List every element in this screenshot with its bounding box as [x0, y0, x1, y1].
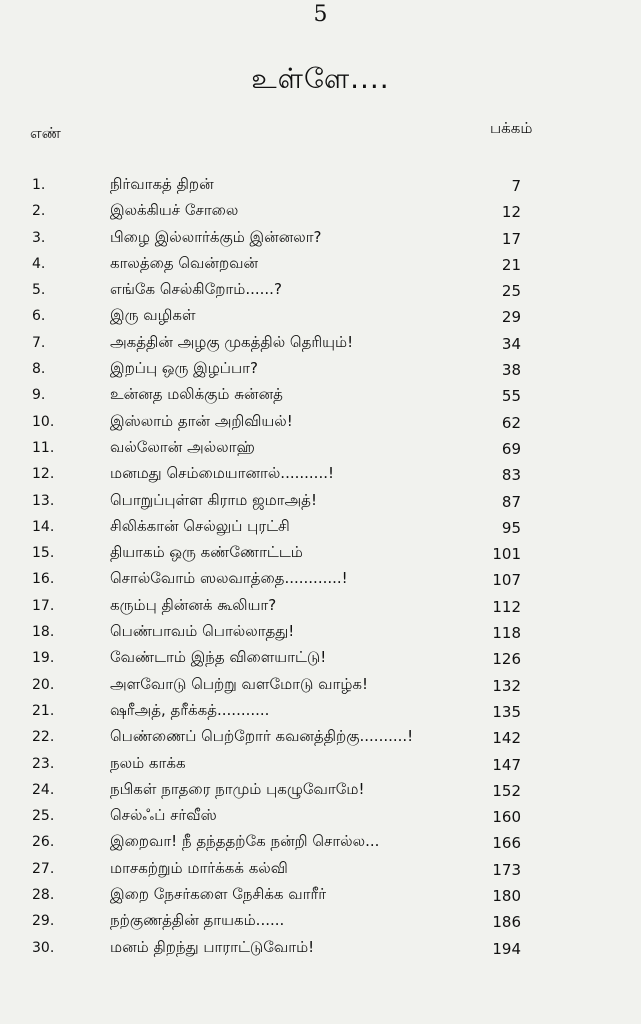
- entry-number: 2.: [32, 203, 46, 220]
- toc-entry: [0, 568, 641, 594]
- entry-title: வேண்டாம் இந்த விளையாட்டு!: [110, 648, 327, 667]
- toc-entry: [0, 411, 641, 437]
- entry-page-number: 118: [492, 624, 521, 643]
- entry-page-number: 180: [492, 887, 521, 906]
- entry-page-number: 147: [492, 755, 521, 774]
- toc-entry: [0, 910, 641, 936]
- entry-title: உன்னத மலிக்கும் சுன்னத்: [110, 385, 283, 404]
- toc-entry: [0, 253, 641, 279]
- entry-number: 11.: [32, 439, 55, 456]
- entry-number: 28.: [32, 887, 55, 904]
- entry-title: பொறுப்புள்ள கிராம ஜமாஅத்!: [110, 490, 317, 509]
- entry-number: 25.: [32, 808, 55, 825]
- entry-number: 16.: [32, 571, 55, 588]
- entry-page-number: 186: [492, 913, 521, 932]
- entry-number: 1.: [32, 177, 46, 193]
- entry-number: 22.: [32, 729, 55, 746]
- entry-page-number: 152: [492, 781, 521, 800]
- toc-entry: [0, 858, 641, 884]
- toc-entry: [0, 437, 641, 463]
- entry-number: 13.: [32, 492, 55, 509]
- entry-number: 26.: [32, 834, 55, 851]
- entry-title: ஷரீஅத், தரீக்கத்...........: [110, 700, 270, 719]
- entry-number: 5.: [32, 282, 46, 299]
- entry-number: 7.: [32, 334, 46, 351]
- entry-page-number: 62: [501, 413, 521, 432]
- entry-title: பெண்பாவம் பொல்லாதது!: [110, 622, 295, 641]
- toc-entry: [0, 884, 641, 910]
- entry-number: 21.: [32, 702, 55, 719]
- entry-title: வல்லோன் அல்லாஹ்: [110, 437, 255, 456]
- entry-title: பெண்ணைப் பெற்றோர் கவனத்திற்கு..........!: [110, 727, 414, 746]
- entry-page-number: 55: [501, 387, 521, 406]
- entry-title: மாசகற்றும் மார்க்கக் கல்வி: [110, 858, 288, 877]
- toc-entry: [0, 279, 641, 305]
- toc-entry: [0, 700, 641, 726]
- table-of-contents: [0, 174, 641, 963]
- entry-number: 18.: [32, 624, 55, 641]
- entry-number: 24.: [32, 781, 55, 798]
- entry-title: நலம் காக்க: [110, 753, 186, 772]
- entry-title: நற்குணத்தின் தாயகம்......: [110, 911, 285, 930]
- entry-title: இறைவா! நீ தந்ததற்கே நன்றி சொல்ல...: [110, 832, 380, 851]
- entry-title: பிழை இல்லார்க்கும் இன்னலா?: [110, 227, 322, 246]
- entry-number: 14.: [32, 518, 55, 535]
- entry-number: 4.: [32, 255, 46, 272]
- entry-page-number: 101: [492, 545, 521, 564]
- entry-number: 19.: [32, 650, 55, 667]
- toc-entry: [0, 463, 641, 489]
- column-header-number: எண்: [30, 124, 61, 142]
- entry-page-number: 166: [492, 834, 521, 853]
- toc-entry: [0, 753, 641, 779]
- entry-page-number: 69: [501, 439, 521, 458]
- entry-title: சிலிக்கான் செல்லுப் புரட்சி: [110, 516, 290, 535]
- toc-entry: [0, 831, 641, 857]
- entry-title: இலக்கியச் சோலை: [110, 201, 239, 220]
- entry-title: கரும்பு தின்னக் கூலியா?: [110, 595, 277, 614]
- toc-entry: [0, 332, 641, 358]
- entry-page-number: 7: [511, 177, 521, 195]
- entry-title: மனமது செம்மையானால்..........!: [110, 464, 335, 483]
- toc-entry: [0, 621, 641, 647]
- entry-number: 10.: [32, 413, 55, 430]
- toc-entry: [0, 674, 641, 700]
- toc-entry: [0, 305, 641, 331]
- entry-number: 30.: [32, 939, 55, 956]
- entry-page-number: 25: [501, 282, 521, 301]
- entry-page-number: 107: [492, 571, 521, 590]
- entry-number: 29.: [32, 913, 55, 930]
- toc-entry: [0, 779, 641, 805]
- entry-title: நிர்வாகத் திறன்: [110, 175, 214, 193]
- entry-page-number: 95: [501, 518, 521, 537]
- entry-page-number: 87: [501, 492, 521, 511]
- toc-entry: [0, 200, 641, 226]
- toc-entry: [0, 647, 641, 673]
- toc-entry: [0, 595, 641, 621]
- entry-title: அளவோடு பெற்று வளமோடு வாழ்க!: [110, 674, 369, 693]
- entry-page-number: 126: [492, 650, 521, 669]
- entry-page-number: 17: [501, 229, 521, 248]
- entry-page-number: 132: [492, 676, 521, 695]
- entry-number: 17.: [32, 597, 55, 614]
- toc-entry: [0, 384, 641, 410]
- entry-number: 27.: [32, 860, 55, 877]
- entry-page-number: 135: [492, 702, 521, 721]
- entry-page-number: 12: [501, 203, 521, 222]
- entry-title: இறை நேசர்களை நேசிக்க வாரீர்: [110, 885, 327, 904]
- entry-page-number: 83: [501, 466, 521, 485]
- entry-number: 23.: [32, 755, 55, 772]
- entry-title: சொல்வோம் ஸலவாத்தை............!: [110, 569, 348, 588]
- page-number: 5: [313, 2, 328, 27]
- entry-title: காலத்தை வென்றவன்: [110, 253, 259, 272]
- entry-page-number: 112: [492, 597, 521, 616]
- entry-title: மனம் திறந்து பாராட்டுவோம்!: [110, 937, 315, 956]
- entry-title: இறப்பு ஒரு இழப்பா?: [110, 359, 258, 378]
- entry-number: 15.: [32, 545, 55, 562]
- entry-page-number: 173: [492, 860, 521, 879]
- entry-number: 3.: [32, 229, 46, 246]
- entry-title: செல்ஃப் சர்வீஸ்: [110, 806, 217, 825]
- entry-title: எங்கே செல்கிறோம்......?: [110, 280, 282, 299]
- page-title: உள்ளே....: [251, 62, 390, 95]
- column-header-page: பக்கம்: [490, 119, 533, 137]
- entry-page-number: 21: [501, 255, 521, 274]
- entry-page-number: 38: [501, 361, 521, 380]
- entry-number: 12.: [32, 466, 55, 483]
- toc-entry: [0, 726, 641, 752]
- toc-entry: [0, 937, 641, 963]
- entry-page-number: 34: [501, 334, 521, 353]
- entry-title: அகத்தின் அழகு முகத்தில் தெரியும்!: [110, 332, 354, 351]
- entry-title: தியாகம் ஒரு கண்ணோட்டம்: [110, 543, 303, 562]
- entry-title: நபிகள் நாதரை நாமும் புகழுவோமே!: [110, 779, 365, 798]
- entry-number: 6.: [32, 308, 46, 325]
- toc-entry: [0, 227, 641, 253]
- toc-entry: [0, 542, 641, 568]
- entry-number: 9.: [32, 387, 46, 404]
- toc-entry: [0, 174, 641, 200]
- entry-page-number: 29: [501, 308, 521, 327]
- entry-title: இரு வழிகள்: [110, 306, 196, 325]
- toc-entry: [0, 490, 641, 516]
- entry-title: இஸ்லாம் தான் அறிவியல்!: [110, 411, 293, 430]
- toc-entry: [0, 358, 641, 384]
- entry-number: 8.: [32, 361, 46, 378]
- entry-page-number: 160: [492, 808, 521, 827]
- entry-page-number: 142: [492, 729, 521, 748]
- entry-page-number: 194: [492, 939, 521, 958]
- toc-entry: [0, 805, 641, 831]
- entry-number: 20.: [32, 676, 55, 693]
- toc-entry: [0, 516, 641, 542]
